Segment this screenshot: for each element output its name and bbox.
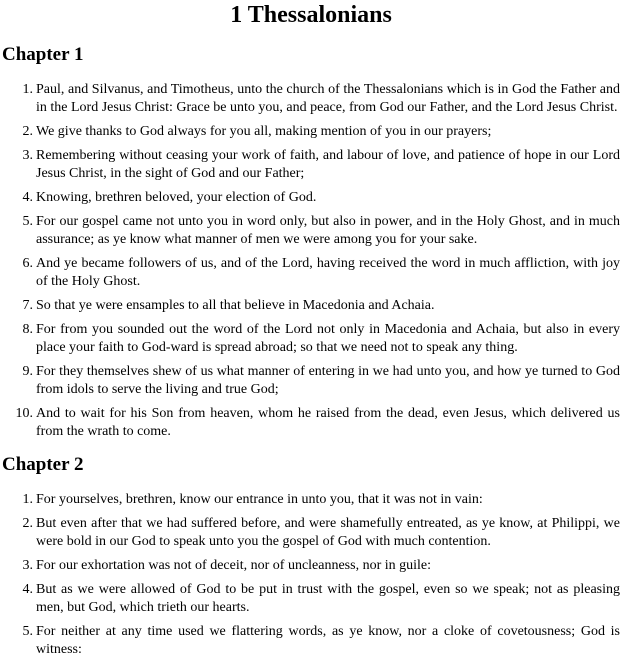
verse-number: 5.: [22, 624, 33, 639]
verse-number: 8.: [22, 322, 33, 337]
verse-text: So that ye were ensamples to all that believe in Macedonia and Achaia.: [36, 298, 435, 313]
chapter-1: [2, 43, 620, 441]
chapter-heading: Chapter 2: [2, 454, 84, 475]
verse: [2, 213, 620, 249]
verse: [2, 81, 620, 117]
verse-number: 2.: [22, 516, 33, 531]
chapter-2: [2, 453, 620, 659]
verse: [2, 189, 620, 207]
verse-number: 3.: [22, 148, 33, 163]
verse-number: 2.: [22, 124, 33, 139]
verse-text: For they themselves shew of us what manner of entering in we had unto you, and how ye turned to God from idols to serve the living and true God;: [36, 364, 620, 397]
verse-number: 1.: [22, 82, 33, 97]
verse-list: [2, 491, 620, 659]
verse-number: 10.: [15, 406, 33, 421]
verse-text: For our exhortation was not of deceit, nor of uncleanness, nor in guile:: [36, 558, 432, 573]
verse-list: [2, 81, 620, 441]
verse: [2, 581, 620, 617]
verse-text: And ye became followers of us, and of the Lord, having received the word in much affliction, with joy of the Holy Ghost.: [36, 256, 620, 289]
verse: [2, 557, 620, 575]
verse-text: And to wait for his Son from heaven, whom he raised from the dead, even Jesus, which delivered us from the wrath to come.: [36, 406, 620, 439]
verse-text: For neither at any time used we flattering words, as ye know, nor a cloke of covetousness; God is witness:: [36, 624, 620, 657]
verse: [2, 491, 620, 509]
verse: [2, 405, 620, 441]
verse-number: 1.: [22, 492, 33, 507]
verse-text: Knowing, brethren beloved, your election of God.: [36, 190, 317, 205]
verse-number: 4.: [22, 190, 33, 205]
verse-text: For from you sounded out the word of the Lord not only in Macedonia and Achaia, but also in every place your faith to God-ward is spread abroad; so that we need not to speak any thing.: [36, 322, 620, 355]
verse-text: For yourselves, brethren, know our entrance in unto you, that it was not in vain:: [36, 492, 483, 507]
verse-text: Remembering without ceasing your work of faith, and labour of love, and patience of hope in our Lord Jesus Christ, in the sight of God and our Father;: [36, 148, 620, 181]
verse: [2, 515, 620, 551]
verse-number: 7.: [22, 298, 33, 313]
chapter-heading: Chapter 1: [2, 44, 84, 65]
verse: [2, 147, 620, 183]
verse-number: 6.: [22, 256, 33, 271]
verse-text: We give thanks to God always for you all, making mention of you in our prayers;: [36, 124, 492, 139]
verse: [2, 623, 620, 659]
verse: [2, 321, 620, 357]
book-title: 1 Thessalonians: [230, 2, 392, 28]
verse: [2, 255, 620, 291]
verse-number: 4.: [22, 582, 33, 597]
verse-text: But even after that we had suffered before, and were shamefully entreated, as ye know, at Philippi, we were bold in our God to speak unto you the gospel of God with much contention.: [36, 516, 620, 549]
verse: [2, 123, 620, 141]
verse-number: 9.: [22, 364, 33, 379]
verse-text: For our gospel came not unto you in word only, but also in power, and in the Holy Ghost, and in much assurance; as ye know what manner of men we were among you for your sake.: [36, 214, 620, 247]
verse: [2, 363, 620, 399]
verse-text: Paul, and Silvanus, and Timotheus, unto the church of the Thessalonians which is in God the Father and in the Lord Jesus Christ: Grace be unto you, and peace, from God our Father, and the Lord Jesus Christ.: [36, 82, 620, 115]
verse-number: 3.: [22, 558, 33, 573]
verse-text: But as we were allowed of God to be put in trust with the gospel, even so we speak; not as pleasing men, but God, which trieth our hearts.: [36, 582, 620, 615]
verse-number: 5.: [22, 214, 33, 229]
verse: [2, 297, 620, 315]
